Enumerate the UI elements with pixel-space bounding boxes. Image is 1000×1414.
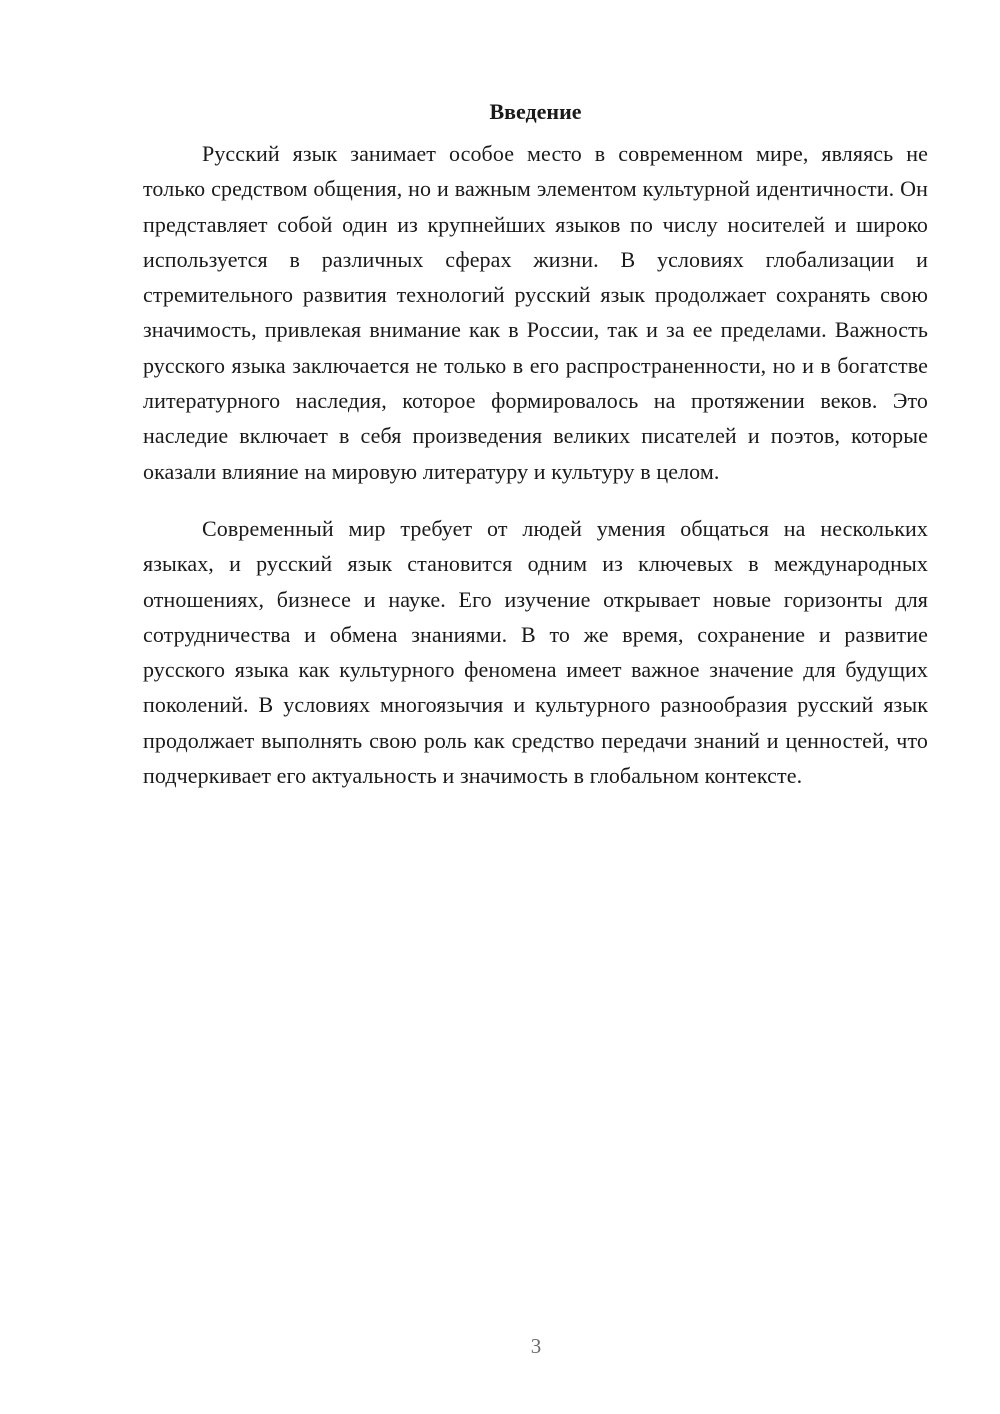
page-number: 3	[530, 1334, 542, 1358]
section-title: Введение	[489, 99, 582, 124]
page-content	[143, 96, 928, 793]
paragraph-1: Русский язык занимает особое место в современном мире, являясь не только средством общения, но и важным элементом культурной идентичности. Он представляет собой один из крупнейших языков по числу носителей и широко используется в различных сферах жизни. В условиях глобализации и стремительного развития технологий русский язык продолжает сохранять свою значимость, привлекая внимание как в России, так и за ее пределами. Важность русского языка заключается не только в его распространенности, но и в богатстве литературного наследия, которое формировалось на протяжении веков. Это наследие включает в себя произведения великих писателей и поэтов, которые оказали влияние на мировую литературу и культуру в целом.	[143, 141, 928, 484]
paragraph-2: Современный мир требует от людей умения общаться на нескольких языках, и русский язык становится одним из ключевых в международных отношениях, бизнесе и науке. Его изучение открывает новые горизонты для сотрудничества и обмена знаниями. В то же время, сохранение и развитие русского языка как культурного феномена имеет важное значение для будущих поколений. В условиях многоязычия и культурного разнообразия русский язык продолжает выполнять свою роль как средство передачи знаний и ценностей, что подчеркивает его актуальность и значимость в глобальном контексте.	[143, 515, 928, 789]
